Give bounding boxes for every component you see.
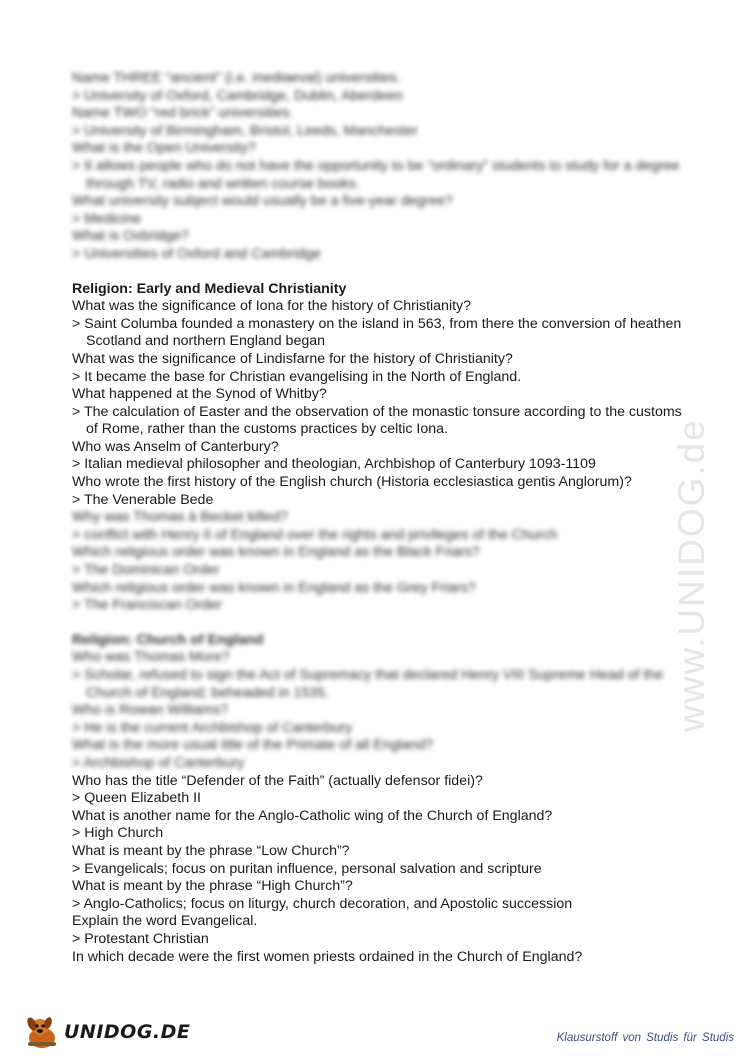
blurred-line: > University of Oxford, Cambridge, Dublin, Aberdeen <box>72 87 403 104</box>
medieval-christianity-qa <box>72 298 692 509</box>
blurred-line: Who is Rowan Williams? <box>72 702 229 719</box>
qa-line: > Evangelicals; focus on puritan influence, personal salvation and scripture <box>72 860 542 877</box>
blurred-line: Name THREE “ancient” (i.e. mediaeval) universities. <box>72 70 401 86</box>
logo-text: UNIDOG.DE <box>64 1021 191 1043</box>
church-of-england-qa <box>72 773 692 967</box>
blurred-line: Which religious order was known in England as the Black Friars? <box>72 544 480 561</box>
qa-line: > High Church <box>72 825 164 842</box>
blurred-line: > The Franciscan Order <box>72 597 222 614</box>
qa-line: Who wrote the first history of the English church (Historia ecclesiastica gentis Anglorum)? <box>72 474 632 491</box>
qa-line: Explain the word Evangelical. <box>72 913 258 930</box>
blurred-line: What is the more usual title of the Primate of all England? <box>72 737 434 754</box>
section-heading-church-of-england: Religion: Church of England <box>72 631 264 648</box>
qa-line: What is meant by the phrase “High Church”? <box>72 878 353 895</box>
qa-line: What was the significance of Iona for the history of Christianity? <box>72 298 472 315</box>
document-content <box>72 70 692 966</box>
qa-line: > Queen Elizabeth II <box>72 790 201 807</box>
qa-line: What happened at the Synod of Whitby? <box>72 386 327 403</box>
blurred-line: > Universities of Oxford and Cambridge <box>72 245 321 262</box>
blurred-line: What university subject would usually be a five-year degree? <box>72 193 453 210</box>
blurred-line: What is Oxbridge? <box>72 228 189 245</box>
blurred-university-section <box>72 70 692 264</box>
blurred-line: > conflict with Henry II of England over the rights and privileges of the Church <box>72 526 558 543</box>
blurred-church-of-england-qa <box>72 649 692 772</box>
qa-line: In which decade were the first women priests ordained in the Church of England? <box>72 948 583 965</box>
qa-line: Who has the title “Defender of the Faith” (actually defensor fidei)? <box>72 772 483 789</box>
qa-line: > It became the base for Christian evangelising in the North of England. <box>72 368 522 385</box>
blurred-line: > He is the current Archbishop of Canterbury <box>72 719 353 736</box>
watermark-text: www.UNIDOG.de <box>671 418 712 732</box>
blurred-line: Why was Thomas à Becket killed? <box>72 509 288 526</box>
qa-line: > Saint Columba founded a monastery on the island in 563, from there the conversion of heathen Scotland and northern England began <box>72 315 682 350</box>
blurred-line: > The Dominican Order <box>72 562 220 579</box>
qa-line: What was the significance of Lindisfarne for the history of Christianity? <box>72 350 513 367</box>
blurred-line: > It allows people who do not have the opportunity to be “ordinary” students to study for a degree through TV, radio and written course books. <box>72 157 680 192</box>
qa-line: > Anglo-Catholics; focus on liturgy, church decoration, and Apostolic succession <box>72 895 573 912</box>
qa-line: > Italian medieval philosopher and theologian, Archbishop of Canterbury 1093-1109 <box>72 456 596 473</box>
qa-line: Who was Anselm of Canterbury? <box>72 438 279 455</box>
blurred-line: > Medicine <box>72 210 142 227</box>
qa-line: What is another name for the Anglo-Catholic wing of the Church of England? <box>72 807 553 824</box>
qa-line: > The Venerable Bede <box>72 491 214 508</box>
blurred-line: > Scholar, refused to sign the Act of Supremacy that declared Henry VIII Supreme Head of the Church of England; beheaded in 1535. <box>72 667 664 701</box>
footer <box>0 1010 750 1060</box>
section-heading-medieval-christianity: Religion: Early and Medieval Christianity <box>72 280 347 297</box>
dog-mascot-icon <box>22 1014 62 1050</box>
qa-line: What is meant by the phrase “Low Church”? <box>72 842 350 859</box>
blurred-line: > University of Birmingham, Bristol, Leeds, Manchester <box>72 122 418 139</box>
blurred-line: > Archbishop of Canterbury <box>72 754 245 771</box>
blurred-line: Which religious order was known in England as the Grey Friars? <box>72 579 476 596</box>
blurred-line: Name TWO “red brick” universities. <box>72 105 294 122</box>
blurred-medieval-qa <box>72 509 692 615</box>
blurred-line: What is the Open University? <box>72 140 256 157</box>
blurred-line: Who was Thomas More? <box>72 649 230 666</box>
qa-line: > Protestant Christian <box>72 930 209 947</box>
footer-tagline: Klausurstoff von Studis für Studis <box>556 1032 734 1044</box>
unidog-logo[interactable] <box>22 1014 190 1050</box>
qa-line: > The calculation of Easter and the observation of the monastic tonsure according to the customs of Rome, rather than the customs practices by celtic Iona. <box>72 403 682 438</box>
